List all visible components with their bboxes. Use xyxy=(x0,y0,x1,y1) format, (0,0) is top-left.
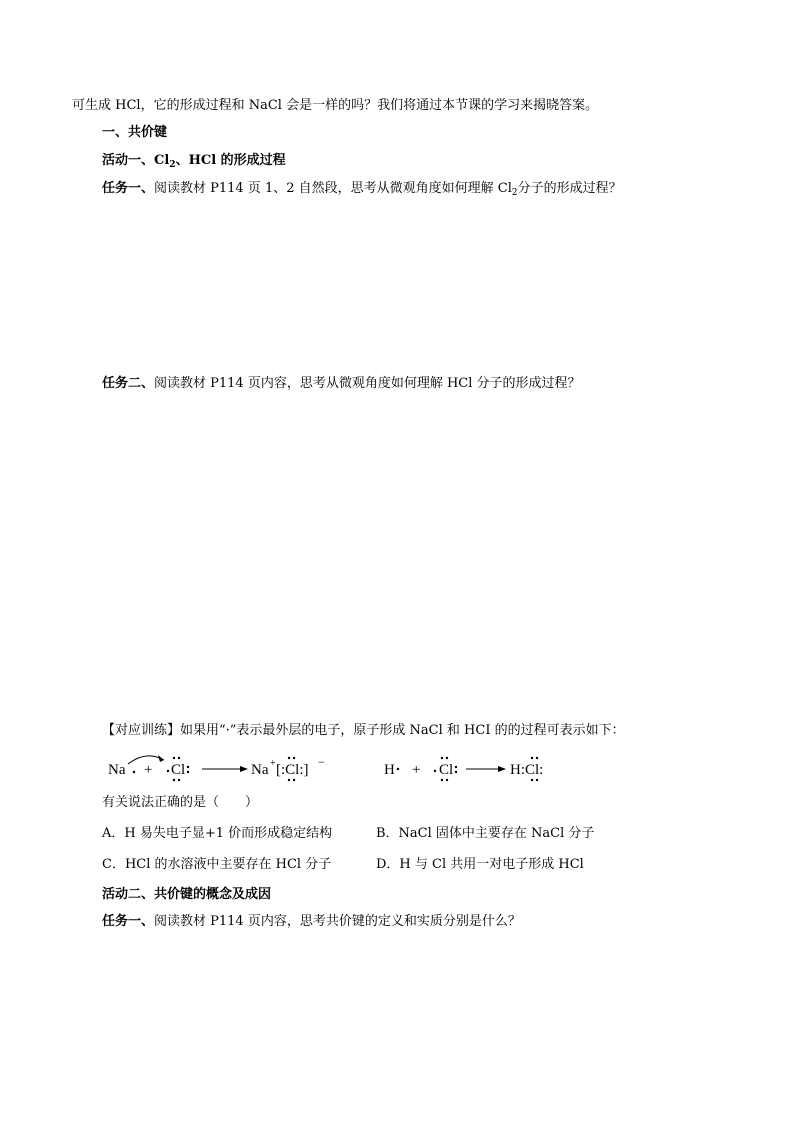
na-atom: Na xyxy=(108,762,126,778)
task-one-covalent-definition: 任务一、阅读教材 P114 页内容，思考共价键的定义和实质分别是什么？ xyxy=(102,914,521,929)
option-d: D．H 与 Cl 共用一对电子形成 HCl xyxy=(376,857,584,872)
option-b: B．NaCl 固体中主要存在 NaCl 分子 xyxy=(376,826,595,841)
task-label: 任务二、 xyxy=(102,376,155,391)
question-stem: 有关说法正确的是（ ） xyxy=(102,795,259,810)
positive-charge: + xyxy=(270,758,276,769)
hcl-product: H:Cl: xyxy=(510,762,544,778)
product-na-ion: Na xyxy=(251,762,269,778)
task-one-cl2: 任务一、阅读教材 P114 页 1、2 自然段，思考从微观角度如何理解 $Cl_2$分子的形成过程？ xyxy=(102,181,622,198)
option-a: A．H 易失电子显+1 价而形成稳定结构 xyxy=(102,826,333,841)
exercise-intro: 【对应训练】如果用“·”表示最外层的电子，原子形成 NaCl 和 HCI 的的过程可表示如下： xyxy=(102,723,625,738)
nacl-formation-equation xyxy=(106,748,346,788)
h-atom: H xyxy=(384,762,395,778)
plus-sign: + xyxy=(144,762,153,778)
negative-charge: − xyxy=(318,755,325,769)
task-label: 任务一、 xyxy=(102,181,155,196)
hcl-formation-equation xyxy=(382,748,572,788)
activity-one-heading: 活动一、$Cl_2$、HCl 的形成过程 xyxy=(102,153,286,170)
product-cl-ion: [:Cl:] xyxy=(276,762,309,778)
cl-atom: Cl xyxy=(439,762,454,778)
task-two-hcl: 任务二、阅读教材 P114 页内容，思考从微观角度如何理解 HCl 分子的形成过程？ xyxy=(102,376,581,391)
intro-text: 可生成 HCl，它的形成过程和 NaCl 会是一样的吗？我们将通过本节课的学习来揭晓答案。 xyxy=(72,98,599,113)
activity-two-heading: 活动二、共价键的概念及成因 xyxy=(102,887,272,902)
section-heading-covalent-bond: 一、共价键 xyxy=(102,125,168,140)
plus-sign: + xyxy=(412,762,421,778)
task-label: 任务一、 xyxy=(102,914,155,929)
option-c: C．HCl 的水溶液中主要存在 HCl 分子 xyxy=(102,857,332,872)
cl-atom: Cl xyxy=(171,762,186,778)
